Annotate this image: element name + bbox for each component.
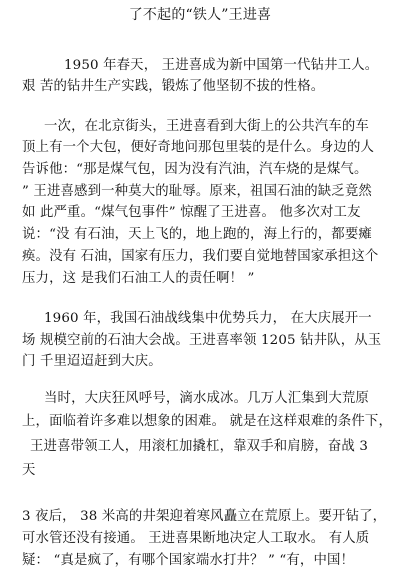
- text-line: 说：“没 有石油，天上飞的，地上跑的，海上行的，都要瘫: [22, 227, 372, 242]
- text-line: 门 千里迢迢赶到大庆。: [22, 354, 162, 369]
- text-line: ” 王进喜感到一种莫大的耻辱。原来，祖国石油的缺乏竟然: [22, 184, 372, 199]
- text-line: 3 夜后， 38 米高的井架迎着寒风矗立在荒原上。要开钻了，: [22, 509, 387, 524]
- text-line: 如 此严重。“煤气包事件” 惊醒了王进喜。 他多次对工友: [22, 205, 361, 220]
- text-line: 1960 年，我国石油战线集中优势兵力， 在大庆展开一: [44, 311, 372, 326]
- page-title: 了不起的“铁人”王进喜: [128, 7, 272, 23]
- text-line: 场 规模空前的石油大会战。王进喜率领 1205 钻井队，从玉: [22, 333, 382, 348]
- text-line: 压力，这 是我们石油工人的责任啊！ ”: [22, 271, 255, 286]
- text-line: 当时，大庆狂风呼号，滴水成冰。几万人汇集到大荒原: [44, 391, 369, 406]
- text-line: 1950 年春天， 王进喜成为新中国第一代钻井工人。: [64, 58, 379, 73]
- text-line: 顶上有一个大包，便好奇地问那包里装的是什么。身边的人: [22, 140, 375, 155]
- text-line: 上，面临着许多难以想象的困难。 就是在这样艰难的条件下，: [22, 414, 393, 429]
- text-line: 一次，在北京街头，王进喜看到大街上的公共汽车的车: [44, 119, 369, 134]
- text-line: 疑： “真是疯了，有哪个国家端水打井？ ” “有，中国！: [22, 553, 355, 568]
- text-line: 告诉他：“那是煤气包，因为没有汽油，汽车烧的是煤气。: [22, 162, 368, 177]
- text-line: 天: [22, 463, 36, 478]
- text-line: 可水管还没有接通。 王进喜果断地决定人工取水。 有人质: [22, 531, 370, 546]
- text-line: 艰 苦的钻井生产实践，锻炼了他坚韧不拔的性格。: [22, 79, 325, 94]
- text-line: 痪。没有 石油，国家有压力，我们要自觉地替国家承担这个: [22, 249, 379, 264]
- text-line: 王进喜带领工人，用滚杠加撬杠，靠双手和肩膀，奋战 3: [30, 439, 369, 454]
